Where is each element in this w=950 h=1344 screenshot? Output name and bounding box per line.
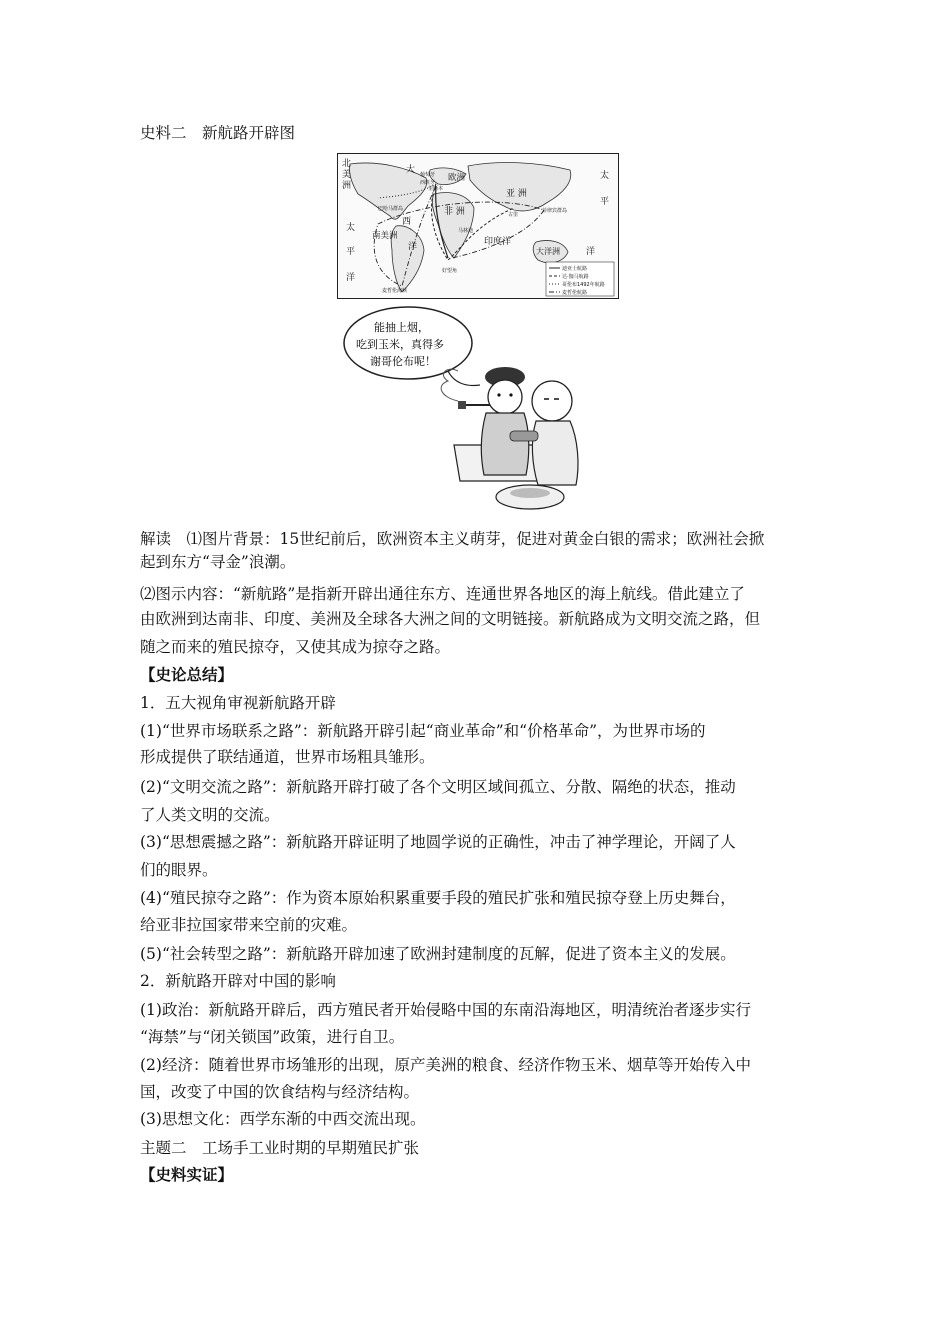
- map-label-magellan: 麦哲伦海峡: [382, 288, 408, 294]
- map-label-spain: 西班牙: [420, 180, 436, 186]
- corn-icon: [510, 431, 538, 441]
- summary-1-4-line-2: 给亚非拉国家带来空前的灾难。: [140, 916, 358, 934]
- summary-1-title: 1．五大视角审视新航路开辟: [140, 694, 336, 712]
- reading-2-line-1: ⑵图示内容：“新航路”是指新开辟出通往东方、连通世界各地区的海上航线。借此建立了: [140, 585, 745, 603]
- map-label-asia: 亚 洲: [506, 189, 527, 199]
- bubble-line-1: 能抽上烟，: [374, 321, 429, 334]
- summary-2-2-line-1: (2)经济：随着世界市场雏形的出现，原产美洲的粮食、经济作物玉米、烟草等开始传入中: [140, 1056, 751, 1074]
- map-label-pacific-right-3: 洋: [586, 247, 596, 257]
- map-label-atlantic-3: 洋: [408, 242, 418, 252]
- map-label-atlantic-1: 大: [406, 165, 416, 175]
- legend-da-gama: 达·伽马航路: [562, 274, 589, 280]
- summary-1-3-line-1: (3)“思想震撼之路”：新航路开辟证明了地圆学说的正确性，冲击了神学理论，开阔了人: [140, 833, 736, 851]
- bubble-line-3: 谢哥伦布呢！: [370, 355, 436, 368]
- summary-1-5: (5)“社会转型之路”：新航路开辟加速了欧洲封建制度的瓦解，促进了资本主义的发展。: [140, 945, 736, 963]
- evidence-heading: 【史料实证】: [140, 1165, 234, 1184]
- legend-columbus: 哥伦布1492年航路: [562, 282, 605, 288]
- map-label-cape: 好望角: [442, 268, 458, 274]
- face-man-2: [532, 381, 572, 421]
- summary-2-2-line-2: 国，改变了中国的饮食结构与经济结构。: [140, 1083, 420, 1101]
- map-label-philippines: 菲律宾群岛: [542, 208, 568, 214]
- summary-1-4-line-1: (4)“殖民掠夺之路”：作为资本原始积累重要手段的殖民扩张和殖民掠夺登上历史舞台，: [140, 889, 736, 907]
- map-label-north-america-2: 美: [342, 170, 352, 180]
- face-man-1: [488, 380, 522, 414]
- reading-1-line-2: 起到东方“寻金”浪潮。: [140, 553, 296, 571]
- summary-1-2-line-2: 了人类文明的交流。: [140, 806, 280, 824]
- map-label-pacific-left-3: 洋: [346, 273, 356, 283]
- map-drawing: [338, 154, 617, 297]
- reading-2-line-3: 随之而来的殖民掠夺，又使其成为掠夺之路。: [140, 638, 451, 656]
- summary-2-1-line-1: (1)政治：新航路开辟后，西方殖民者开始侵略中国的东南沿海地区，明清统治者逐步实行: [140, 1001, 751, 1019]
- map-label-indian-ocean: 印度洋: [484, 237, 512, 247]
- map-label-portugal: 葡萄牙: [420, 172, 436, 178]
- cartoon-drawing: [340, 305, 605, 515]
- map-label-pacific-right-2: 平: [600, 197, 610, 207]
- summary-1-1-line-1: (1)“世界市场联系之路”：新航路开辟引起“商业革命”和“价格革命”，为世界市场的: [140, 722, 706, 740]
- theme-2-heading: 主题二 工场手工业时期的早期殖民扩张: [140, 1139, 420, 1157]
- map-label-lisbon: 里斯本: [428, 186, 444, 192]
- map-label-bahamas: 巴哈马群岛: [378, 206, 404, 212]
- summary-heading: 【史论总结】: [140, 665, 234, 684]
- reading-1-line-1: 解读 ⑴图片背景：15世纪前后，欧洲资本主义萌芽，促进对黄金白银的需求；欧洲社会掀: [140, 530, 765, 548]
- legend-magellan: 麦哲伦航路: [562, 290, 588, 296]
- robe-man-2: [532, 421, 578, 485]
- map-label-pacific-right-1: 太: [600, 171, 610, 181]
- map-label-europe: 欧洲: [448, 173, 466, 183]
- legend-dias: 迪亚士航路: [562, 266, 588, 272]
- map-label-calicut: 古里: [508, 212, 519, 218]
- map-label-oceania: 大洋洲: [536, 247, 560, 256]
- robe-man-1: [481, 413, 529, 475]
- summary-2-1-line-2: “海禁”与“闭关锁国”政策，进行自卫。: [140, 1028, 405, 1046]
- summary-2-title: 2．新航路开辟对中国的影响: [140, 972, 336, 990]
- map-label-malindi: 马林迪: [458, 228, 474, 234]
- map-label-north-america-3: 洲: [342, 181, 352, 191]
- reading-2-line-2: 由欧洲到达南非、印度、美洲及全球各大洲之间的文明链接。新航路成为文明交流之路，但: [140, 610, 761, 628]
- map-label-africa: 非 洲: [444, 207, 465, 217]
- summary-1-3-line-2: 们的眼界。: [140, 861, 218, 879]
- summary-2-3: (3)思想文化：西学东渐的中西交流出现。: [140, 1110, 426, 1128]
- cartoon-figure: [340, 305, 605, 515]
- summary-1-1-line-2: 形成提供了联结通道，世界市场粗具雏形。: [140, 748, 435, 766]
- map-label-north-america-1: 北: [342, 159, 352, 169]
- map-label-atlantic-2: 西: [402, 217, 412, 227]
- new-route-map: [337, 153, 619, 299]
- source-heading: 史料二 新航路开辟图: [140, 124, 296, 142]
- bubble-line-2: 吃到玉米，真得多: [356, 338, 444, 351]
- map-label-pacific-left-2: 平: [346, 247, 356, 257]
- map-label-pacific-left-1: 太: [346, 223, 356, 233]
- map-label-south-america: 南美洲: [372, 231, 398, 241]
- summary-1-2-line-1: (2)“文明交流之路”：新航路开辟打破了各个文明区域间孤立、分散、隔绝的状态，推动: [140, 778, 736, 796]
